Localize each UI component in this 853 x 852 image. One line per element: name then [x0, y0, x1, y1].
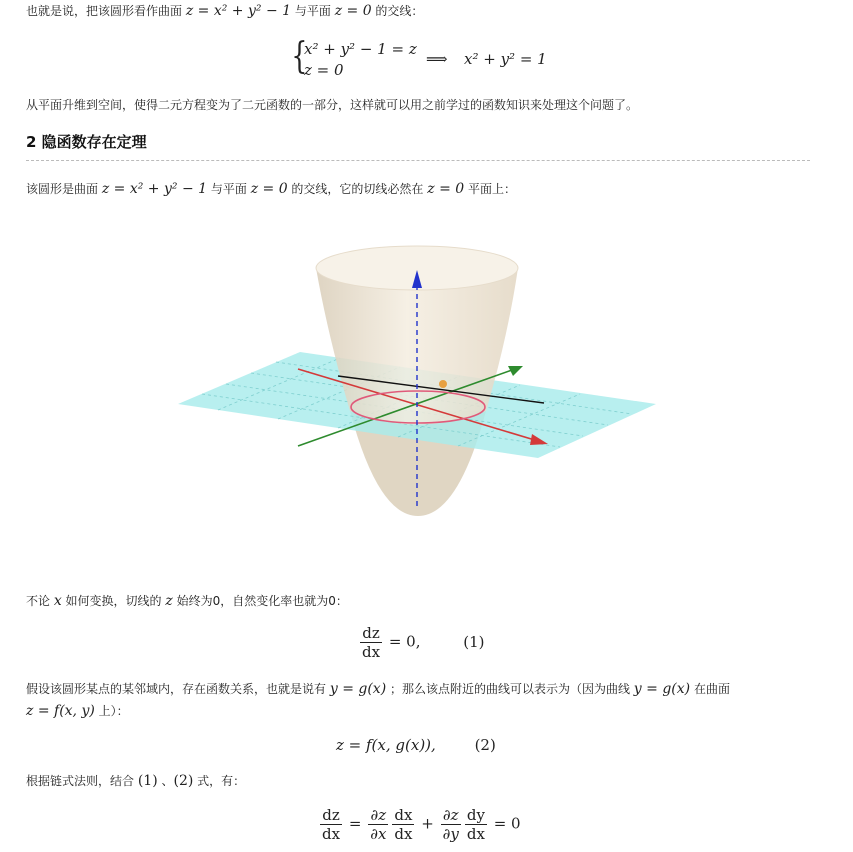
equation-2 [336, 736, 496, 754]
eq2-expr: z = f(x, g(x)), [336, 736, 436, 754]
plane-equation-2: z = 0 [250, 181, 288, 197]
eq3-t2-den: ∂y [442, 825, 459, 843]
eq3-t1 [368, 806, 388, 843]
eq3-plus: + [421, 814, 434, 833]
assumption-tail: 在曲面 [690, 682, 730, 696]
rate-paragraph [26, 592, 348, 610]
surface-equation-2: z = x² + y² − 1 [101, 181, 208, 197]
relation-2: y = g(x) [633, 681, 691, 697]
var-x: x [53, 593, 62, 609]
implies-arrow: ⟹ [426, 50, 448, 68]
intro-lead: 也就是说，把该圆形看作曲面 [26, 4, 186, 18]
system-line-2: z = 0 [304, 61, 344, 79]
chain-lead: 根据链式法则，结合 [26, 774, 138, 788]
relation-1: y = g(x) [329, 681, 387, 697]
eq1-fraction [360, 624, 382, 661]
tangent-point [439, 380, 447, 388]
assumption-line-2 [26, 702, 129, 720]
tangent-paragraph [26, 180, 516, 198]
var-z: z [165, 593, 173, 609]
eq3-t1b [392, 806, 414, 843]
system-brace: { [291, 36, 308, 77]
plane-equation: z = 0 [334, 3, 372, 19]
tangent-mid2: 的交线，它的切线必然在 [287, 182, 428, 196]
dimension-paragraph: 从平面升维到空间，使得二元方程变为了二元函数的一部分，这样就可以用之前学过的函数知识来处理这个问题了。 [26, 98, 639, 112]
eq3-lhs [320, 806, 342, 843]
eq3-t2 [441, 806, 461, 843]
eq1-rhs: = 0, [388, 632, 421, 651]
eq3-t2-num: ∂z [442, 806, 459, 824]
assumption-lead: 假设该圆形某点的某邻域内，存在函数关系，也就是说有 [26, 682, 330, 696]
eq3-t1b-num: dx [394, 806, 413, 824]
eq3-lhs-num: dz [322, 806, 340, 824]
tangent-tail: 平面上： [464, 182, 516, 196]
system-line-1: x² + y² − 1 = z [304, 40, 417, 58]
assumption-mid: ；那么该点附近的曲线可以表示为（因为曲线 [386, 682, 634, 696]
eq3-t1-den: ∂x [370, 825, 387, 843]
rate-tail: 始终为0，自然变化率也就为0： [172, 594, 348, 608]
eq3-equals: = [348, 814, 362, 833]
chain-rule-paragraph [26, 772, 245, 790]
surface-equation: z = x² + y² − 1 [185, 3, 292, 19]
eq3-rhs: = 0 [493, 814, 521, 833]
chain-tail: 式，有： [193, 774, 246, 788]
paraboloid-figure [178, 216, 658, 571]
ref-2: (2) [173, 773, 194, 789]
section-divider [26, 160, 810, 161]
tangent-mid: 与平面 [207, 182, 251, 196]
system-result: x² + y² = 1 [464, 50, 547, 68]
eq1-num: dz [362, 624, 380, 642]
eq1-tag: (1) [463, 632, 485, 651]
eq3-t1b-den: dx [394, 825, 413, 843]
intro-mid: 与平面 [291, 4, 335, 18]
assumption-line-2-tail: 上）： [94, 704, 129, 718]
eq3-t1-num: ∂z [370, 806, 387, 824]
chain-sep: 、 [157, 774, 174, 788]
intro-paragraph [26, 2, 423, 20]
eq3-t2b-den: dx [466, 825, 485, 843]
equation-1 [358, 624, 485, 661]
ref-1: (1) [137, 773, 158, 789]
eq2-tag: (2) [474, 736, 496, 754]
rate-lead: 不论 [26, 594, 54, 608]
tangent-lead: 该圆形是曲面 [26, 182, 102, 196]
eq1-den: dx [362, 643, 381, 661]
eq3-lhs-den: dx [322, 825, 341, 843]
rate-mid: 如何变换，切线的 [61, 594, 166, 608]
eq3-t2b [465, 806, 487, 843]
intro-tail: 的交线： [371, 4, 424, 18]
eq3-t2b-num: dy [466, 806, 485, 824]
plane-equation-3: z = 0 [427, 181, 465, 197]
assumption-paragraph [26, 680, 730, 698]
section-title: 2 隐函数存在定理 [26, 133, 147, 151]
surface-function: z = f(x, y) [26, 703, 95, 719]
equation-3 [318, 806, 521, 843]
